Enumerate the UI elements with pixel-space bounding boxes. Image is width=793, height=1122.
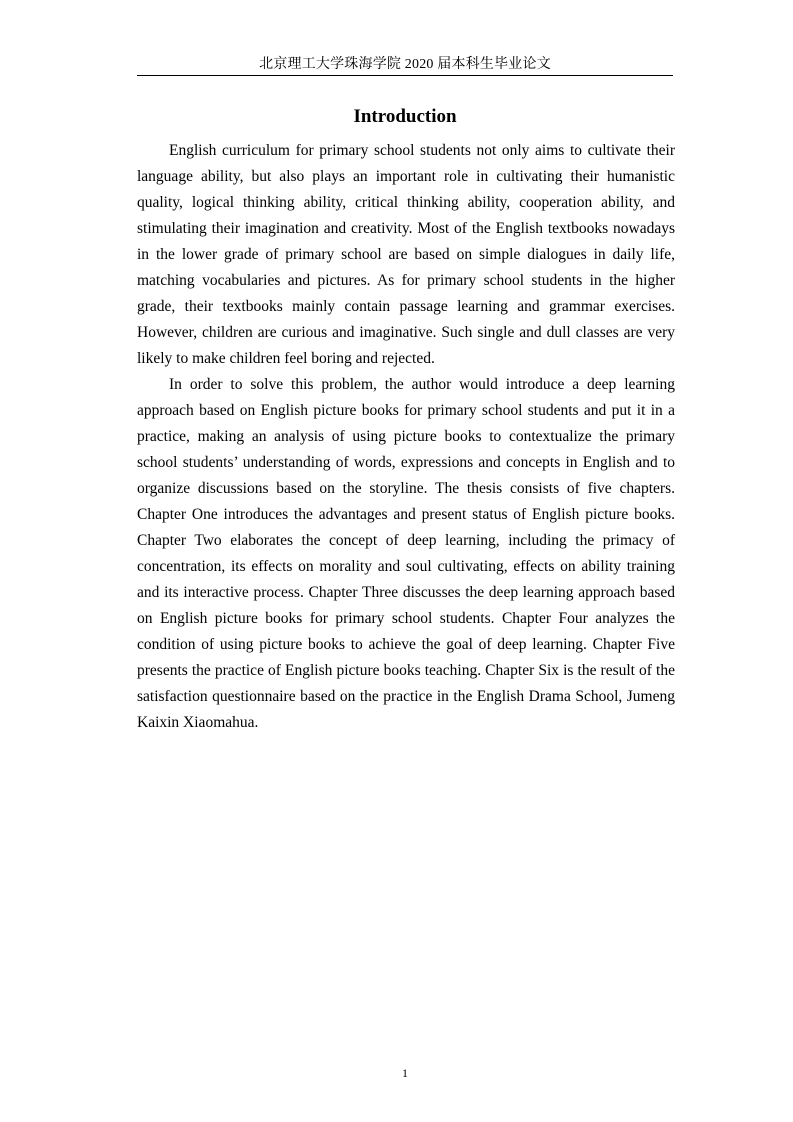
paragraph: English curriculum for primary school students not only aims to cultivate their language ability, but also plays an important role in cultivating their humanistic quality, logical thinking ability, critical thinking ability, cooperation ability, and stimulating their imagination and creativity. Most of the English textbooks nowadays in the lower grade of primary school are based on simple dialogues in daily life, matching vocabularies and pictures. As for primary school students in the higher grade, their textbooks mainly contain passage learning and grammar exercises. However, children are curious and imaginative. Such single and dull classes are very likely to make children feel boring and rejected.	[137, 142, 675, 367]
section-title: Introduction	[353, 106, 457, 127]
header-rule	[137, 75, 673, 76]
page-number: 1	[402, 1066, 408, 1080]
section-body	[137, 138, 675, 736]
paragraph: In order to solve this problem, the author would introduce a deep learning approach based on English picture books for primary school students and put it in a practice, making an analysis of using picture books to contextualize the primary school students’ understanding of words, expressions and concepts in English and to organize discussions based on the storyline. The thesis consists of five chapters. Chapter One introduces the advantages and present status of English picture books. Chapter Two elaborates the concept of deep learning, including the primacy of concentration, its effects on morality and soul cultivating, effects on ability training and its interactive process. Chapter Three discusses the deep learning approach based on English picture books for primary school students. Chapter Four analyzes the condition of using picture books to achieve the goal of deep learning. Chapter Five presents the practice of English picture books teaching. Chapter Six is the result of the satisfaction questionnaire based on the practice in the English Drama School, Jumeng Kaixin Xiaomahua.	[137, 376, 675, 731]
running-header: 北京理工大学珠海学院 2020 届本科生毕业论文	[259, 57, 551, 72]
